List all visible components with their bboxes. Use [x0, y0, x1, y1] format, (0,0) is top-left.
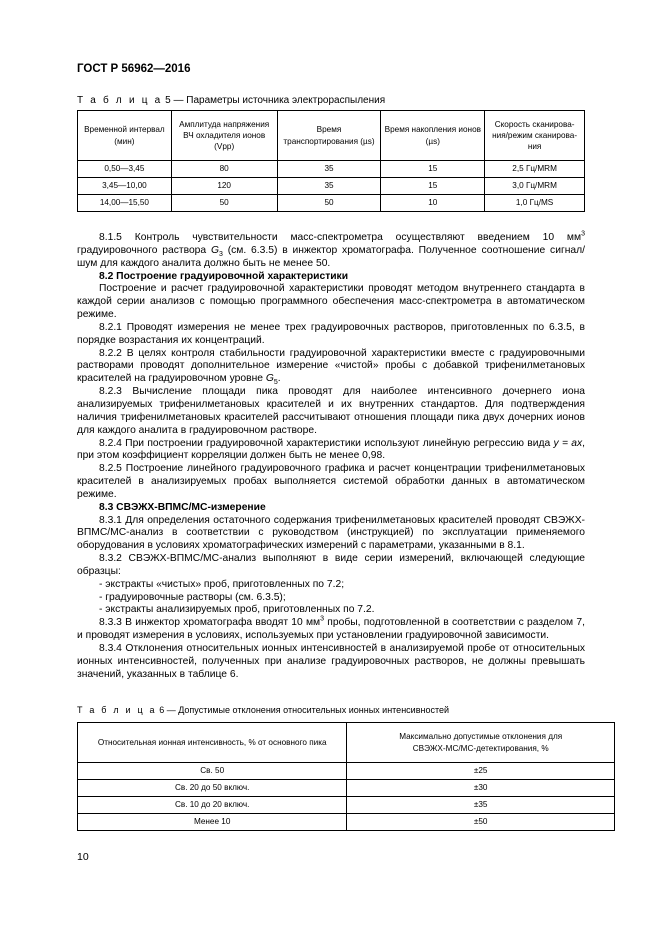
table-row — [78, 814, 615, 831]
paragraph-8-2-5: 8.2.5 Построение линейного градуировочного графика и расчет концентрации трифенилметановых красителей в анализируемых пробах выполняется системой обработки данных в автоматическом режиме. — [77, 463, 585, 500]
table5-header-cell: Временной интервал (мин) — [78, 111, 172, 161]
table-row — [78, 780, 615, 797]
list-item: - экстракты «чистых» проб, приготовленных по 7.2; — [99, 578, 345, 590]
paragraph-8-2-3: 8.2.3 Вычисление площади пика проводят для наиболее интенсивного дочернего иона анализируемых трифенилметановых красителей и их внутренних стандартов. Для подтверждения наличия трифенилметановых красителей рассчитывают отношения площади пика двух дочерних ионов для каждого аналита в градуировочном растворе. — [77, 386, 585, 436]
table-row — [78, 195, 585, 212]
table5-header-cell: Амплитуда напряжения ВЧ охладителя ионов (Vpp) — [171, 111, 277, 161]
table-row — [78, 161, 585, 178]
table-cell: 3,45—10,00 — [78, 178, 172, 195]
list-item: - градуировочные растворы (см. 6.3.5); — [99, 591, 286, 603]
table-cell: 10 — [381, 195, 485, 212]
table6-caption — [77, 705, 449, 715]
table-cell: 0,50—3,45 — [78, 161, 172, 178]
table-cell: Св. 20 до 50 включ. — [78, 780, 347, 797]
table-cell: 1,0 Гц/MS — [485, 195, 585, 212]
table6-header-cell: Максимально допустимые отклонения для СВЭЖХ-МС/МС-детектирования, % — [347, 723, 615, 763]
paragraph-8-3-2: 8.3.2 СВЭЖХ-ВПМС/МС-анализ выполняют в виде серии измерений, включающей следующие образцы: — [77, 553, 585, 577]
table5-header-cell: Скорость сканирова-ния/режим сканирова-ния — [485, 111, 585, 161]
table6-caption-prefix: Т а б л и ц а — [77, 705, 157, 715]
table5 — [77, 110, 585, 212]
table-cell: Св. 10 до 20 включ. — [78, 797, 347, 814]
table-cell: 2,5 Гц/MRM — [485, 161, 585, 178]
table-cell: 15 — [381, 178, 485, 195]
table5-header-cell: Время транспортирования (µs) — [277, 111, 381, 161]
table6-header-row — [78, 723, 615, 763]
table5-caption-text: 5 — Параметры источника электрораспыления — [165, 95, 386, 106]
table-row — [78, 178, 585, 195]
page-number: 10 — [77, 851, 89, 863]
table5-header-row — [78, 111, 585, 161]
table5-header-cell: Время накопления ионов (µs) — [381, 111, 485, 161]
section-heading-8-2: 8.2 Построение градуировочной характеристики — [99, 270, 349, 282]
paragraph-8-3-1: 8.3.1 Для определения остаточного содержания трифенилметановых красителей проводят СВЭЖХ-ВПМС/МС-анализ в соответствии с руководством (инструкцией) по эксплуатации применяемого оборудования в условиях хроматографических измерений с параметрами, указанными в 8.1. — [77, 514, 585, 552]
paragraph-8-2-1: 8.2.1 Проводят измерения не менее трех градуировочных растворов, приготовленных по 6.3.5, в порядке возрастания их концентраций. — [77, 321, 585, 346]
document-header: ГОСТ Р 56962—2016 — [77, 63, 191, 75]
table5-caption-prefix: Т а б л и ц а — [77, 95, 163, 106]
table-cell: ±30 — [347, 780, 615, 797]
table6-header-cell: Относительная ионная интенсивность, % от основного пика — [78, 723, 347, 763]
table-cell: 14,00—15,50 — [78, 195, 172, 212]
paragraph-8-2-4: 8.2.4 При построении градуировочной характеристики используют линейную регрессию вида y = ax, при этом коэффициент корреляции должен быть не менее 0,98. — [77, 437, 585, 462]
table-cell: ±35 — [347, 797, 615, 814]
table6-caption-text: 6 — Допустимые отклонения относительных ионных интенсивностей — [159, 705, 449, 715]
paragraph-8-1-5: 8.1.5 Контроль чувствительности масс-спектрометра осуществляют введением 10 $мм^3$ градуировочного раствора $G_3$ (см. 6.3.5) в инжектор хроматографа. Полученное соотношение сигнал/шум для каждого аналита должно быть не менее 50. — [77, 230, 585, 269]
table-cell: 3,0 Гц/MRM — [485, 178, 585, 195]
table6 — [77, 722, 615, 831]
table-cell: 120 — [171, 178, 277, 195]
paragraph-8-2-2: 8.2.2 В целях контроля стабильности градуировочной характеристики вместе с градуировочными растворами проводят дополнительное измерение «чистой» пробы с добавкой трифенилметановых красителей на градуировочном уровне $G_5$. — [77, 347, 585, 387]
paragraph-8-3-4: 8.3.4 Отклонения относительных ионных интенсивностей в анализируемой пробе от относительных ионных интенсивностей, полученных при анализе градуировочных растворов, не должны превышать значений, указанных в таблице 6. — [77, 643, 585, 680]
table5-caption — [77, 95, 385, 106]
table-cell: ±50 — [347, 814, 615, 831]
table-row — [78, 797, 615, 814]
table-cell: 50 — [171, 195, 277, 212]
table-cell: Св. 50 — [78, 763, 347, 780]
table-cell: 35 — [277, 178, 381, 195]
table-row — [78, 763, 615, 780]
table-cell: Менее 10 — [78, 814, 347, 831]
body-text — [77, 232, 585, 682]
table-cell: 15 — [381, 161, 485, 178]
section-heading-8-3: 8.3 СВЭЖХ-ВПМС/МС-измерение — [99, 501, 266, 513]
table-cell: 35 — [277, 161, 381, 178]
table-cell: 80 — [171, 161, 277, 178]
table-cell: 50 — [277, 195, 381, 212]
paragraph-8-3-3: 8.3.3 В инжектор хроматографа вводят 10 $мм^3$ пробы, подготовленной в соответствии с разделом 7, и проводят измерения в условиях, используемых при установлении градуировочной зависимости. — [77, 615, 585, 642]
paragraph-8-2: Построение и расчет градуировочной характеристики проводят методом внутреннего стандарта в каждой серии анализов с помощью программного обеспечения масс-спектрометра в автоматическом режиме. — [77, 283, 585, 321]
table-cell: ±25 — [347, 763, 615, 780]
list-item: - экстракты анализируемых проб, приготовленных по 7.2. — [99, 604, 375, 616]
